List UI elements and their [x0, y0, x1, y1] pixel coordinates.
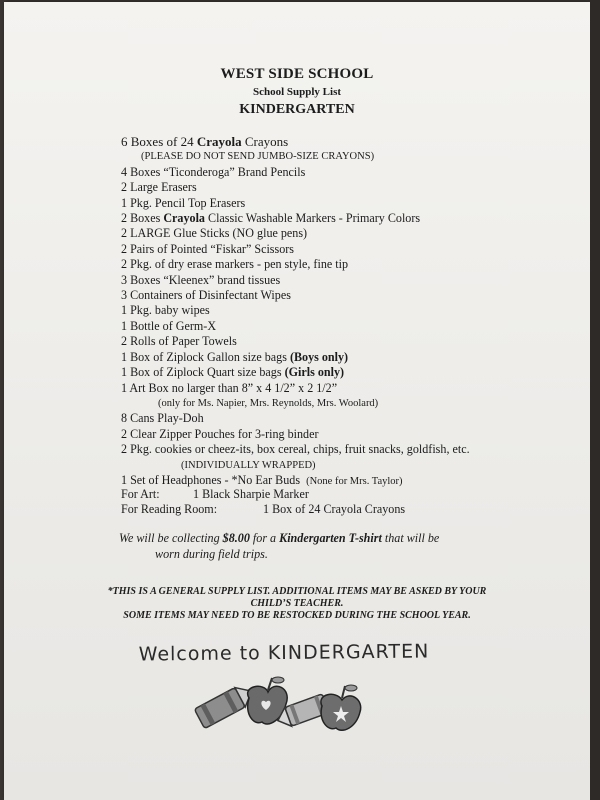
list-item: 2 Large Erasers	[121, 180, 197, 195]
background-edge	[590, 0, 600, 800]
list-item: 4 Boxes “Ticonderoga” Brand Pencils	[121, 164, 306, 179]
list-item: 1 Pkg. Pencil Top Erasers	[121, 195, 246, 210]
list-item: 1 Box of Ziplock Quart size bags (Girls only)	[121, 365, 345, 380]
list-item: 2 LARGE Glue Sticks (NO glue pens)	[121, 226, 308, 241]
supply-list-page	[4, 2, 590, 800]
list-item: 2 Rolls of Paper Towels	[121, 334, 237, 349]
list-item: 8 Cans Play-Doh	[121, 411, 204, 426]
list-item: 1 Box of Ziplock Gallon size bags (Boys only)	[121, 349, 349, 364]
list-note: (only for Ms. Napier, Mrs. Reynolds, Mrs. Woolard)	[158, 397, 379, 409]
list-item: 2 Pkg. cookies or cheez-its, box cereal, chips, fruit snacks, goldfish, etc.	[121, 442, 470, 457]
list-item: 1 Art Box no larger than 8” x 4 1/2” x 2 1/2”	[121, 380, 338, 395]
reading-supply: For Reading Room: 1 Box of 24 Crayola Crayons	[121, 502, 406, 517]
general-disclaimer: *THIS IS A GENERAL SUPPLY LIST. ADDITIONAL ITEMS MAY BE ASKED BY YOUR CHILD’S TEACHER. SOME ITEMS MAY NEED TO BE RESTOCKED DURING THE SCHOOL YEAR.	[107, 586, 487, 621]
crayon-apple-clipart-icon	[192, 668, 367, 736]
welcome-banner: Welcome to KINDERGARTEN	[138, 640, 430, 666]
list-item: 3 Boxes “Kleenex” brand tissues	[121, 272, 281, 287]
grade-title: KINDERGARTEN	[239, 102, 355, 117]
school-name: WEST SIDE SCHOOL	[220, 66, 374, 82]
list-item: 2 Clear Zipper Pouches for 3-ring binder	[121, 426, 319, 441]
list-note: (INDIVIDUALLY WRAPPED)	[181, 459, 316, 471]
list-item: 2 Pairs of Pointed “Fiskar” Scissors	[121, 241, 294, 256]
list-item: 2 Pkg. of dry erase markers - pen style, fine tip	[121, 257, 349, 272]
list-item: 1 Set of Headphones - *No Ear Buds (None for Mrs. Taylor)	[121, 472, 403, 487]
tshirt-notice: We will be collecting $8.00 for a Kindergarten T-shirt that will be worn during field trips.	[119, 531, 440, 561]
supply-items	[121, 134, 591, 489]
list-item: 6 Boxes of 24 Crayola Crayons	[121, 134, 289, 149]
extra-supplies	[121, 487, 405, 518]
list-item: 1 Pkg. baby wipes	[121, 303, 210, 318]
list-item: 3 Containers of Disinfectant Wipes	[121, 288, 291, 303]
list-subtitle: School Supply List	[252, 86, 342, 98]
list-note: (PLEASE DO NOT SEND JUMBO-SIZE CRAYONS)	[141, 151, 375, 163]
art-supply: For Art: 1 Black Sharpie Marker	[121, 487, 309, 501]
list-item: 2 Boxes Crayola Classic Washable Markers - Primary Colors	[121, 211, 421, 226]
list-item: 1 Bottle of Germ-X	[121, 318, 217, 333]
